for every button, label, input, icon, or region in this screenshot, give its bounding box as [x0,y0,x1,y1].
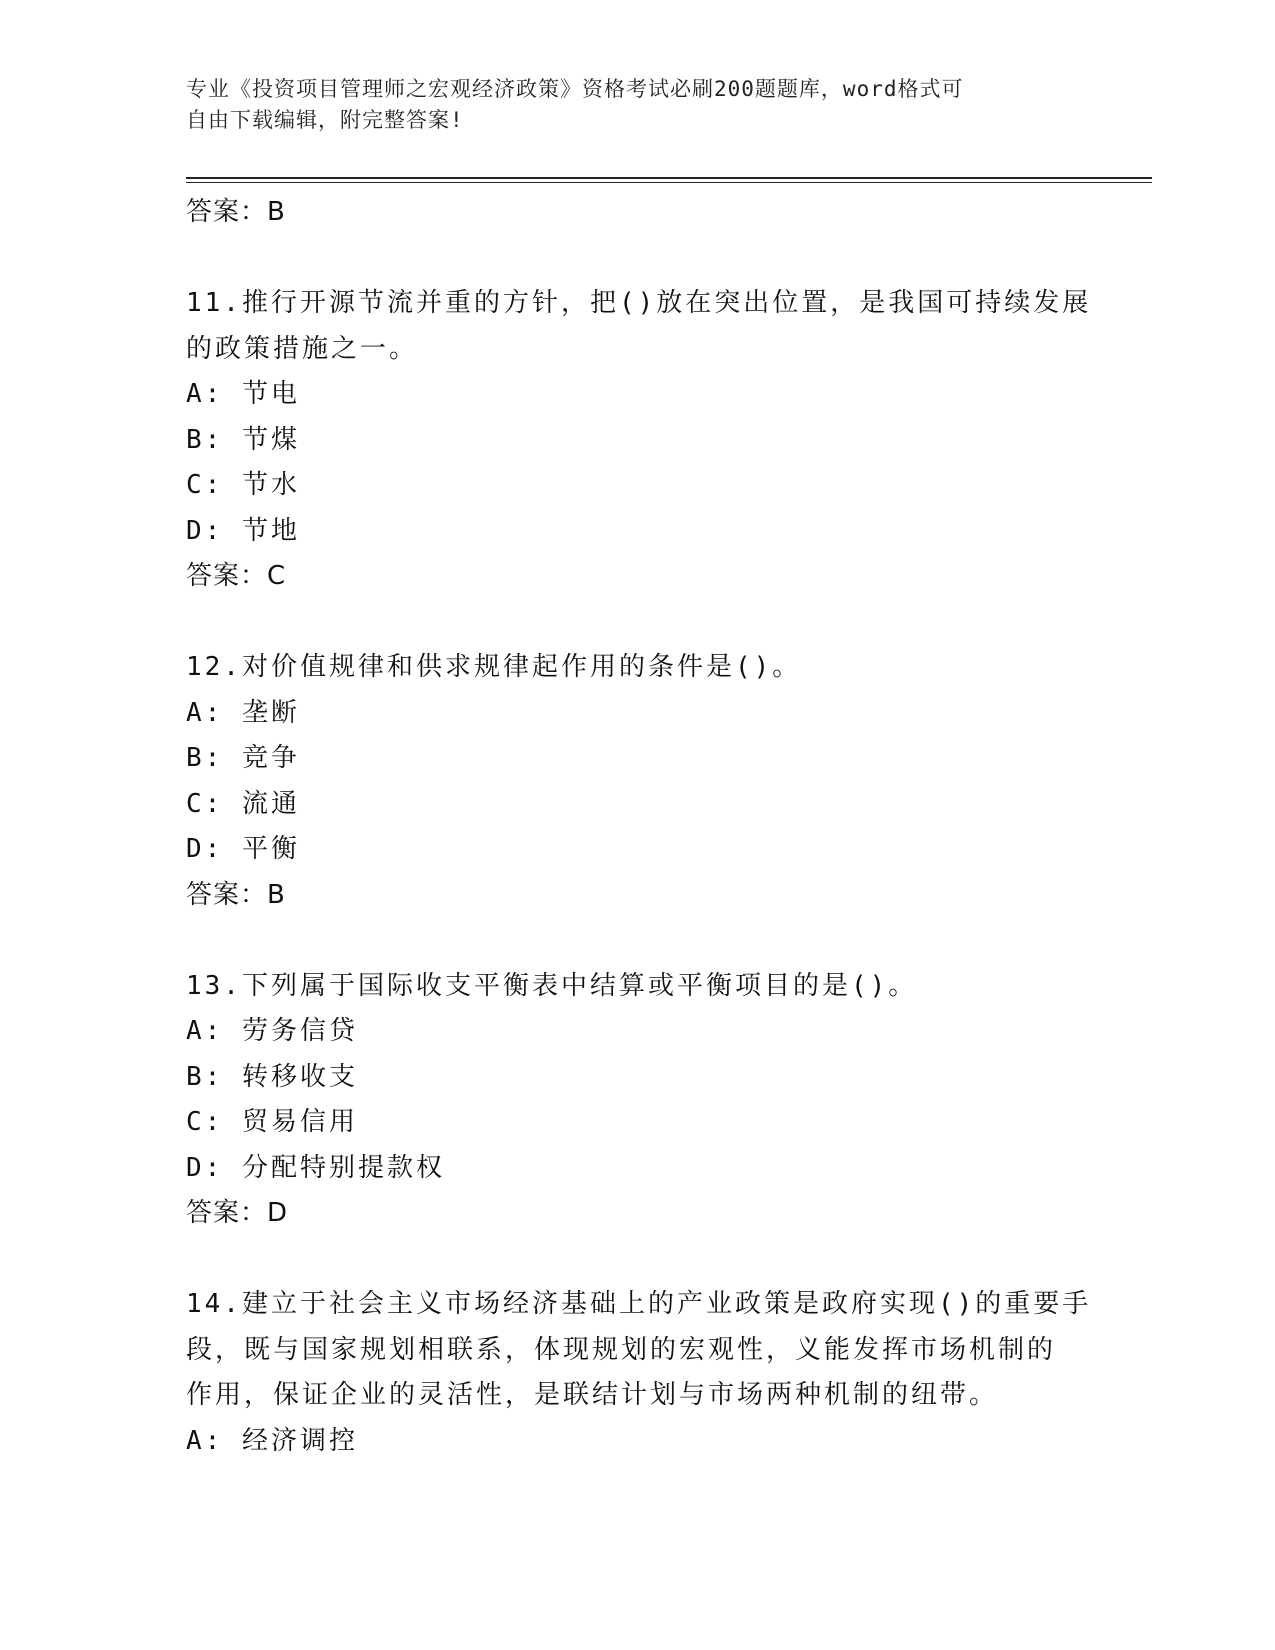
option-a: A: 劳务信贷 [186,1016,358,1046]
question-text-line: 的政策措施之一。 [186,333,419,364]
answer: 答案：B [186,879,286,910]
spacer [186,918,1086,964]
option-b: B: 竞争 [186,743,300,773]
question-text-line: 13.下列属于国际收支平衡表中结算或平衡项目的是()。 [186,970,918,1001]
option-c: C: 节水 [186,470,300,500]
answer-q10: 答案：B [186,197,286,227]
answer: 答案：D [186,1198,289,1228]
spacer [186,600,1086,646]
option-c: C: 贸易信用 [186,1107,358,1137]
question-list [186,190,1092,1464]
question-text-line: 段，既与国家规划相联系，体现规划的宏观性，义能发挥市场机制的 [186,1334,1057,1365]
header-title-line-1: 专业《投资项目管理师之宏观经济政策》资格考试必刷200题题库，word格式可 [186,77,964,101]
question-text-line: 14.建立于社会主义市场经济基础上的产业政策是政府实现()的重要手 [186,1289,1092,1319]
question-text-line: 作用，保证企业的灵活性，是联结计划与市场两种机制的纽带。 [186,1380,999,1410]
option-a: A: 经济调控 [186,1425,358,1456]
question-text-line: 11.推行开源节流并重的方针，把()放在突出位置，是我国可持续发展 [186,288,1092,318]
option-b: B: 节煤 [186,424,300,455]
option-d: D: 平衡 [186,834,300,864]
header-divider-thin [186,182,1152,183]
answer: 答案：C [186,561,287,591]
question-14 [186,1282,1092,1464]
spacer [186,236,1086,282]
question-11 [186,281,1092,600]
option-b: B: 转移收支 [186,1061,358,1092]
question-13 [186,964,1086,1237]
option-d: D: 分配特别提款权 [186,1152,445,1183]
header-title-line-2: 自由下载编辑，附完整答案! [186,108,464,132]
option-a: A: 垄断 [186,697,300,728]
spacer [186,1237,1086,1283]
option-a: A: 节电 [186,379,300,409]
question-12 [186,645,1086,918]
option-d: D: 节地 [186,515,300,546]
option-c: C: 流通 [186,788,300,819]
question-text-line: 12.对价值规律和供求规律起作用的条件是()。 [186,652,802,682]
page-header [186,74,1066,136]
header-divider-thick [186,177,1152,179]
